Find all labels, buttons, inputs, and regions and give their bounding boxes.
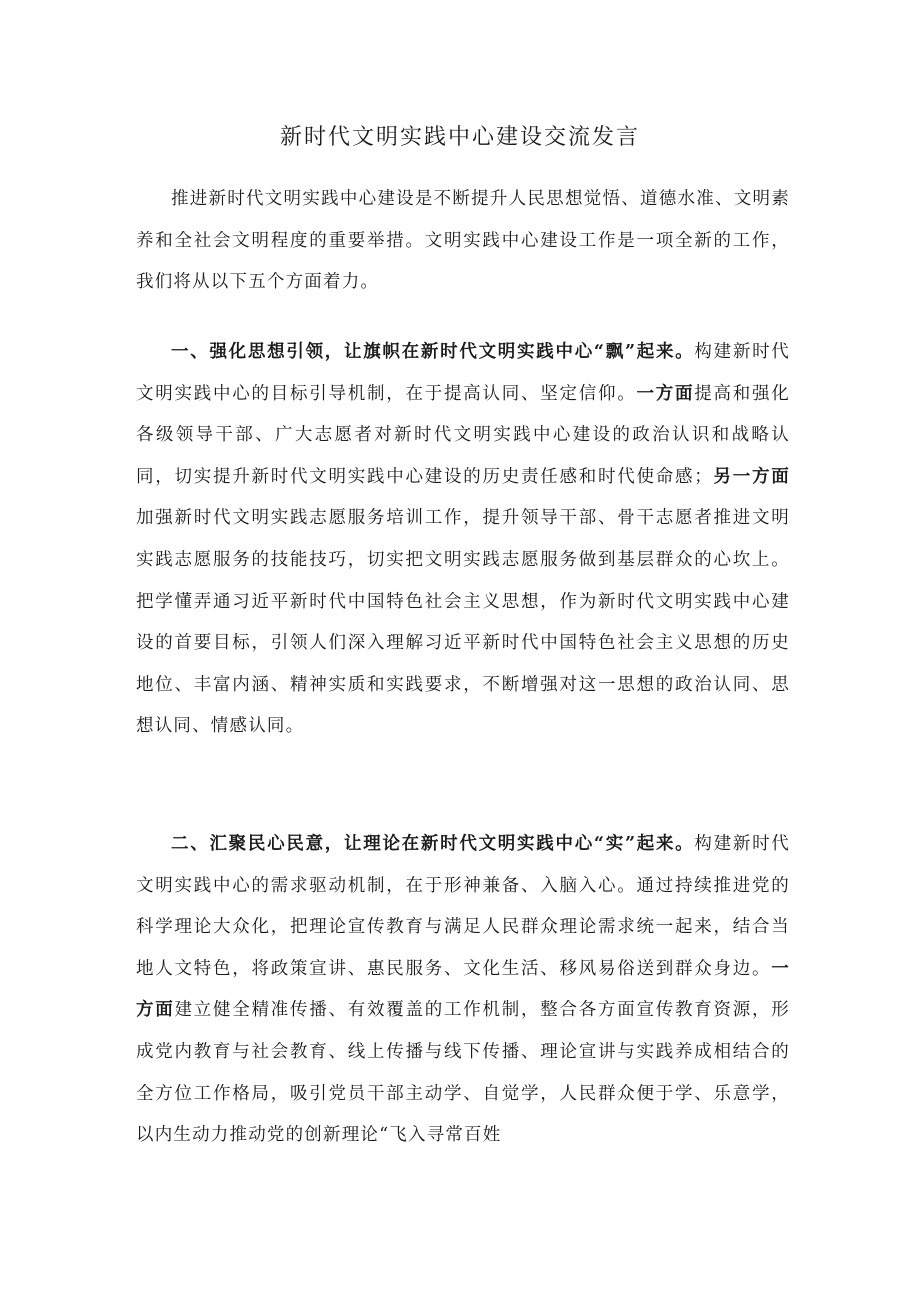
section-1-heading: 一、强化思想引领，让旗帜在新时代文明实践中心“飘”起来。 [171, 342, 695, 362]
section-2-text-b: 建立健全精准传播、有效覆盖的工作机制，整合各方面宣传教育资源，形成党内教育与社会教育、线上传播与线下传播、理论宣讲与实践养成相结合的全方位工作格局，吸引党员干部主动学、自觉学，人民群众便于学、乐意学，以内生动力推动党的创新理论“飞入寻常百姓 [136, 1000, 790, 1146]
document-title: 新时代文明实践中心建设交流发言 [279, 125, 640, 150]
section-1-emphasis-b: 另一方面 [712, 466, 790, 487]
section-2-text-a: 构建新时代文明实践中心的需求驱动机制，在于形神兼备、入脑入心。通过持续推进党的科学理论大众化，把理论宣传教育与满足人民群众理论需求统一起来，结合当地人文特色，将政策宣讲、惠民服务、文化生活、移风易俗送到群众身边。 [136, 834, 791, 979]
intro-paragraph: 推进新时代文明实践中心建设是不断提升人民思想觉悟、道德水准、文明素养和全社会文明程度的重要举措。文明实践中心建设工作是一项全新的工作，我们将从以下五个方面着力。 [136, 189, 790, 293]
section-2-heading: 二、汇聚民心民意，让理论在新时代文明实践中心“实”起来。 [171, 834, 695, 854]
section-1-paragraph [136, 332, 790, 748]
section-2-paragraph [136, 824, 790, 1157]
section-1-text-c: 加强新时代文明实践志愿服务培训工作，提升领导干部、骨干志愿者推进文明实践志愿服务的技能技巧，切实把文明实践志愿服务做到基层群众的心坎上。把学懂弄通习近平新时代中国特色社会主义思想，作为新时代文明实践中心建设的首要目标，引领人们深入理解习近平新时代中国特色社会主义思想的历史地位、丰富内涵、精神实质和实践要求，不断增强对这一思想的政治认同、思想认同、情感认同。 [136, 508, 790, 737]
section-1-emphasis-a: 一方面 [636, 383, 695, 404]
section-1-text-a: 构建新时代文明实践中心的目标引导机制，在于提高认同、坚定信仰。 [136, 342, 791, 404]
section-1-text-b: 提高和强化各级领导干部、广大志愿者对新时代文明实践中心建设的政治认识和战略认同，切实提升新时代文明实践中心建设的历史责任感和时代使命感； [136, 383, 791, 487]
section-2-emphasis-a: 一方面 [136, 958, 790, 1021]
